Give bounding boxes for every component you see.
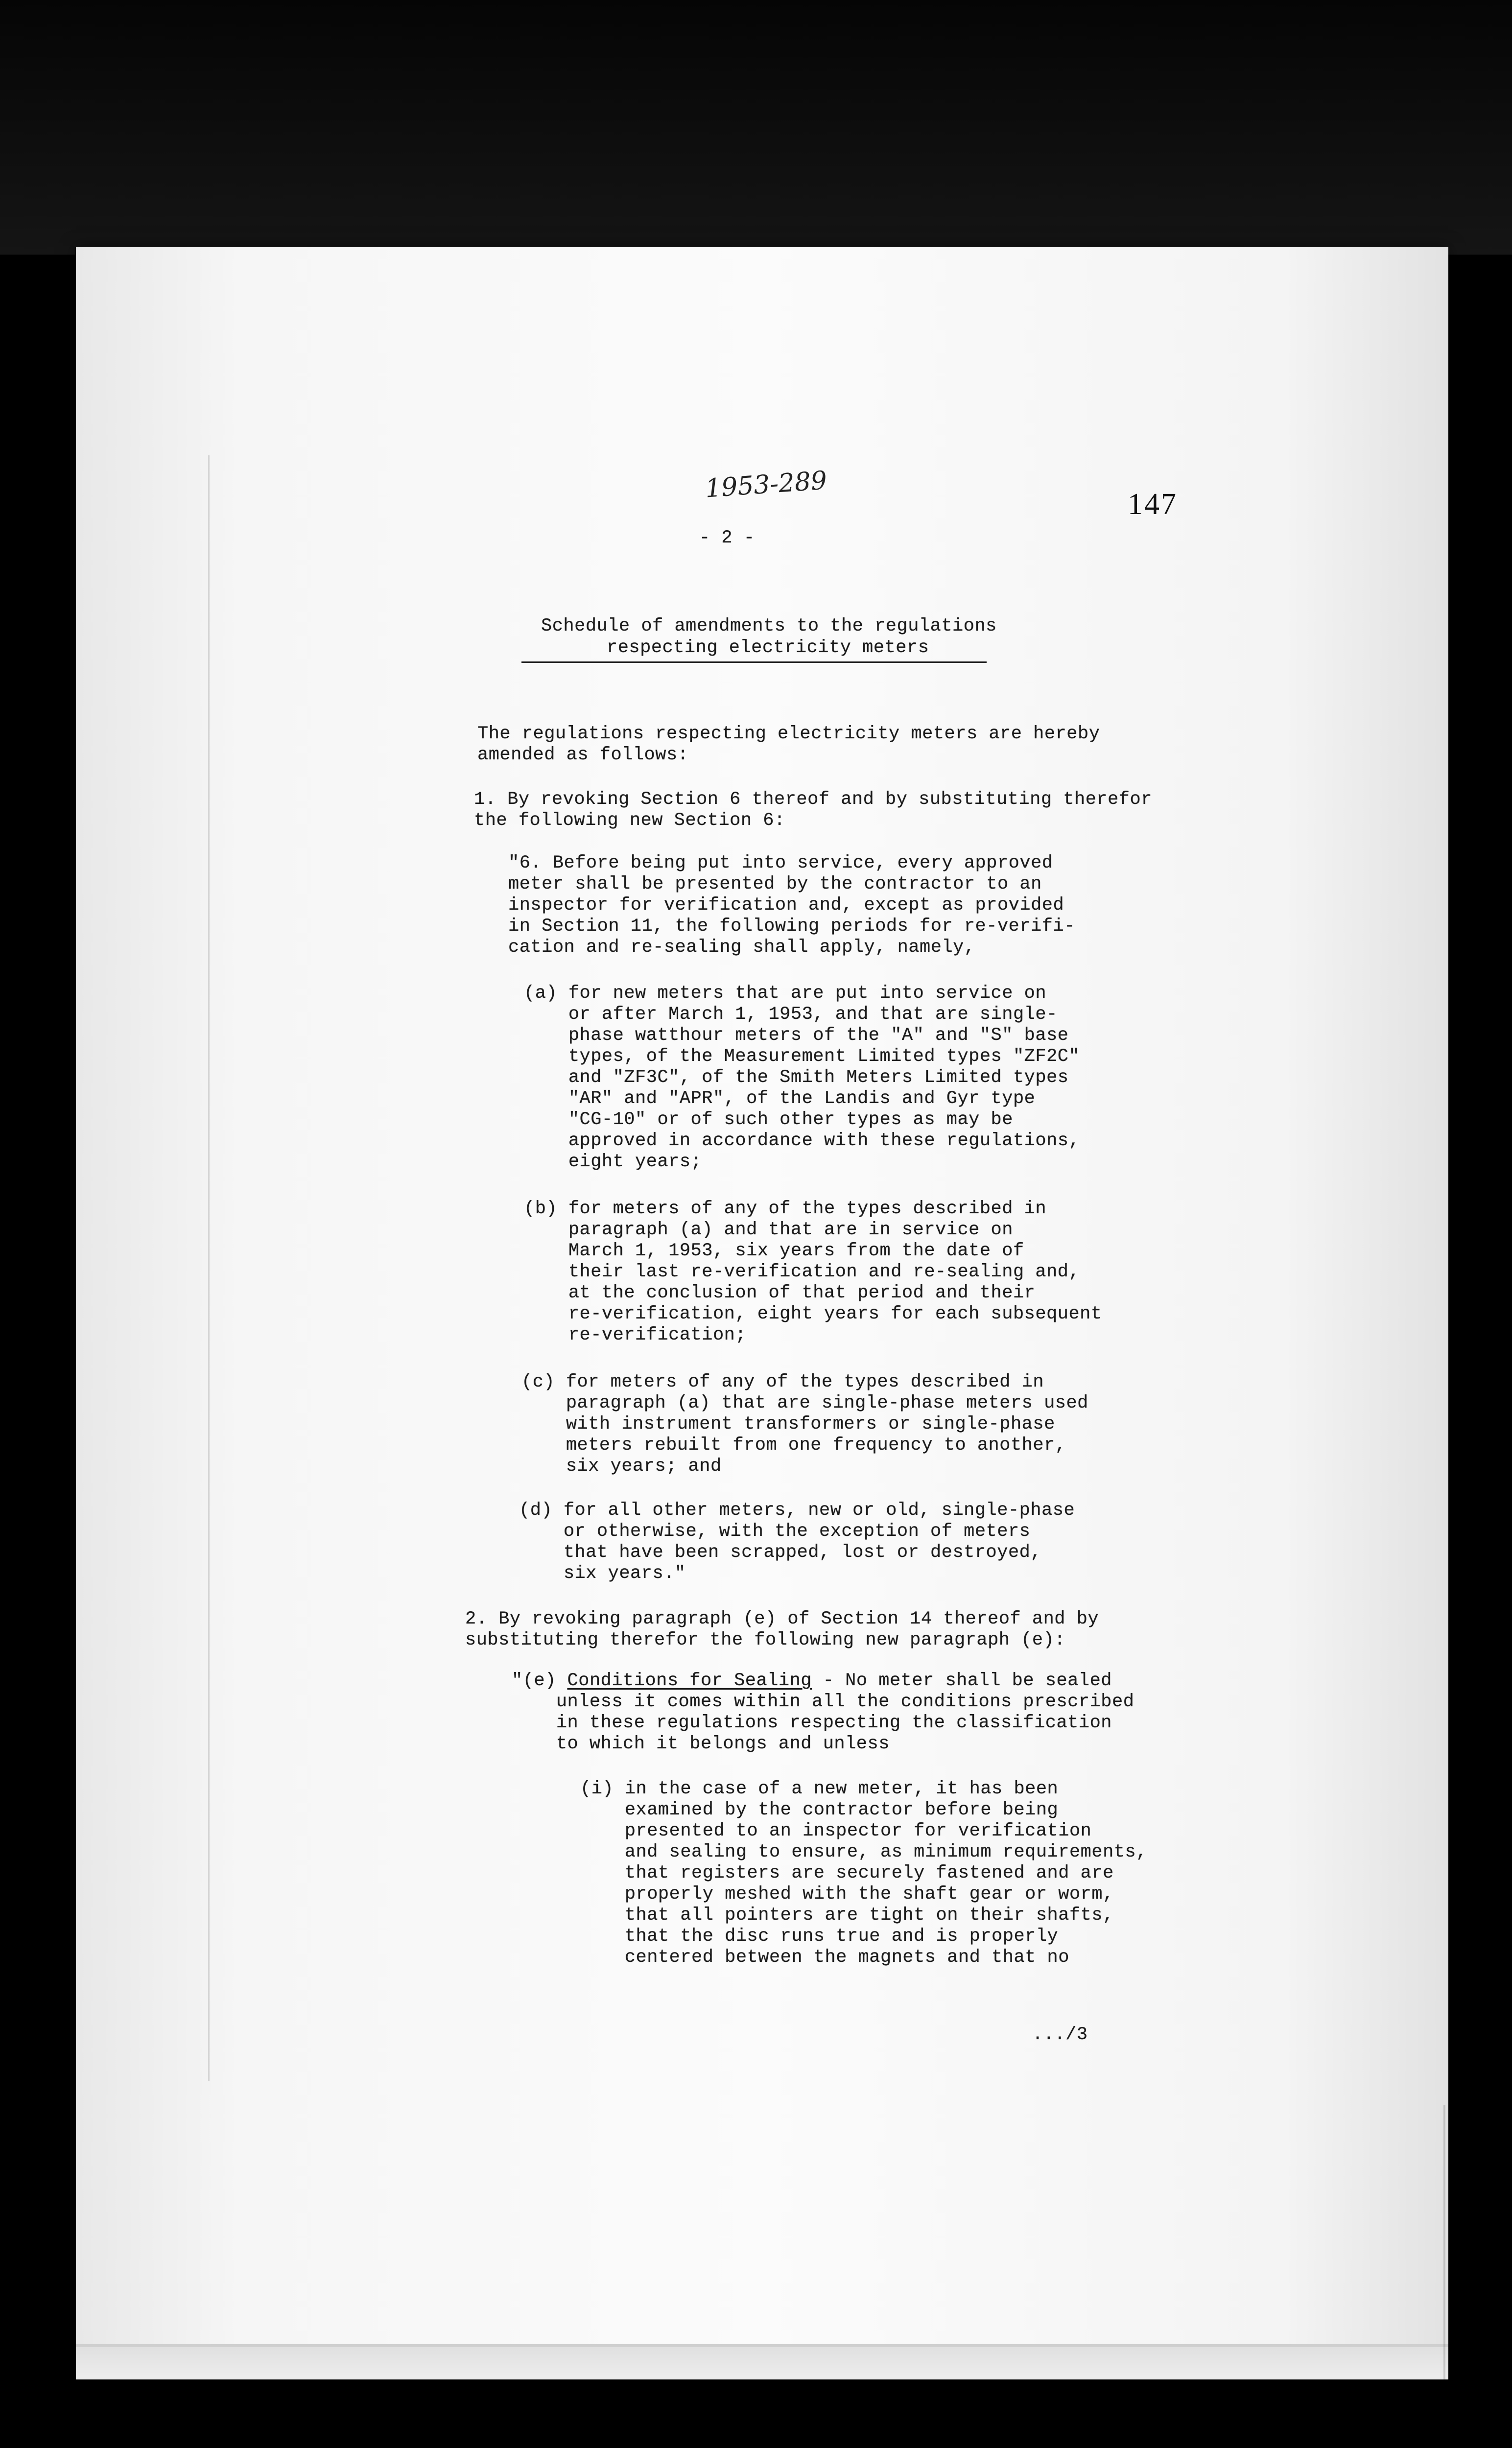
intro-paragraph: The regulations respecting electricity meters are hereby amended as follows:: [477, 724, 1100, 765]
folio-number: 147: [1128, 488, 1178, 521]
handwritten-note: 1953-289: [704, 466, 828, 504]
title-line-2: respecting electricity meters: [607, 637, 929, 658]
paragraph-e-text: - No meter shall be sealed unless it comes within all the conditions prescribed in these regulations respecting the classification to which it belongs and unless: [556, 1671, 1134, 1754]
amendment-item-1: 1. By revoking Section 6 thereof and by substituting therefor the following new Section 6:: [474, 789, 1152, 831]
section-6-text: "6. Before being put into service, every approved meter shall be presented by the contractor to an inspector for verification and, except as provided in Section 11, the following periods for re-verifi- cation and re-sealing shall apply, namely,: [508, 853, 1075, 958]
paragraph-a: (a) for new meters that are put into service on or after March 1, 1953, and that are single- phase watthour meters of the "A" and "S" base types, of the Measurement Limited types "ZF2C" and "ZF3C", of the Smith Meters Limited types "AR" and "APR", of the Landis and Gyr type "CG-10" or of such other types as may be approved in accordance with these regulations, eight years;: [524, 983, 1080, 1172]
paragraph-e-label: "(e): [512, 1671, 567, 1691]
paragraph-d: (d) for all other meters, new or old, single-phase or otherwise, with the exception of meters that have been scrapped, lost or destroyed, six years.": [519, 1500, 1075, 1584]
page-number: - 2 -: [699, 528, 755, 548]
paragraph-c: (c) for meters of any of the types described in paragraph (a) that are single-phase meters used with instrument transformers or single-phase meters rebuilt from one frequency to another, six years; and: [521, 1372, 1088, 1477]
title-underline: [521, 661, 987, 663]
amendment-item-2: 2. By revoking paragraph (e) of Section 14 thereof and by substituting therefor the following new paragraph (e):: [465, 1609, 1099, 1650]
underlying-page-edge: [208, 455, 210, 2081]
paragraph-b: (b) for meters of any of the types described in paragraph (a) and that are in service on March 1, 1953, six years from the date of their last re-verification and re-sealing and, at the conclusion of that period and their re-verification, eight years for each subsequent re-verification;: [524, 1199, 1102, 1345]
paragraph-e: [512, 1671, 1134, 1755]
title-line-1: Schedule of amendments to the regulations: [541, 616, 997, 636]
continuation-marker: .../3: [1032, 2024, 1088, 2045]
scan-background-bottom: [0, 2379, 1512, 2448]
underlying-page-edge-right: [1443, 2105, 1445, 2379]
scan-background-top: [0, 0, 1512, 255]
paragraph-e-heading: Conditions for Sealing: [567, 1671, 812, 1691]
subparagraph-i: (i) in the case of a new meter, it has been examined by the contractor before being presented to an inspector for verification and sealing to ensure, as minimum requirements, that registers are securely fastened and are properly meshed with the shaft gear or worm, that all pointers are tight on their shafts, that the disc runs true and is properly centered between the magnets and that no: [580, 1779, 1147, 1968]
